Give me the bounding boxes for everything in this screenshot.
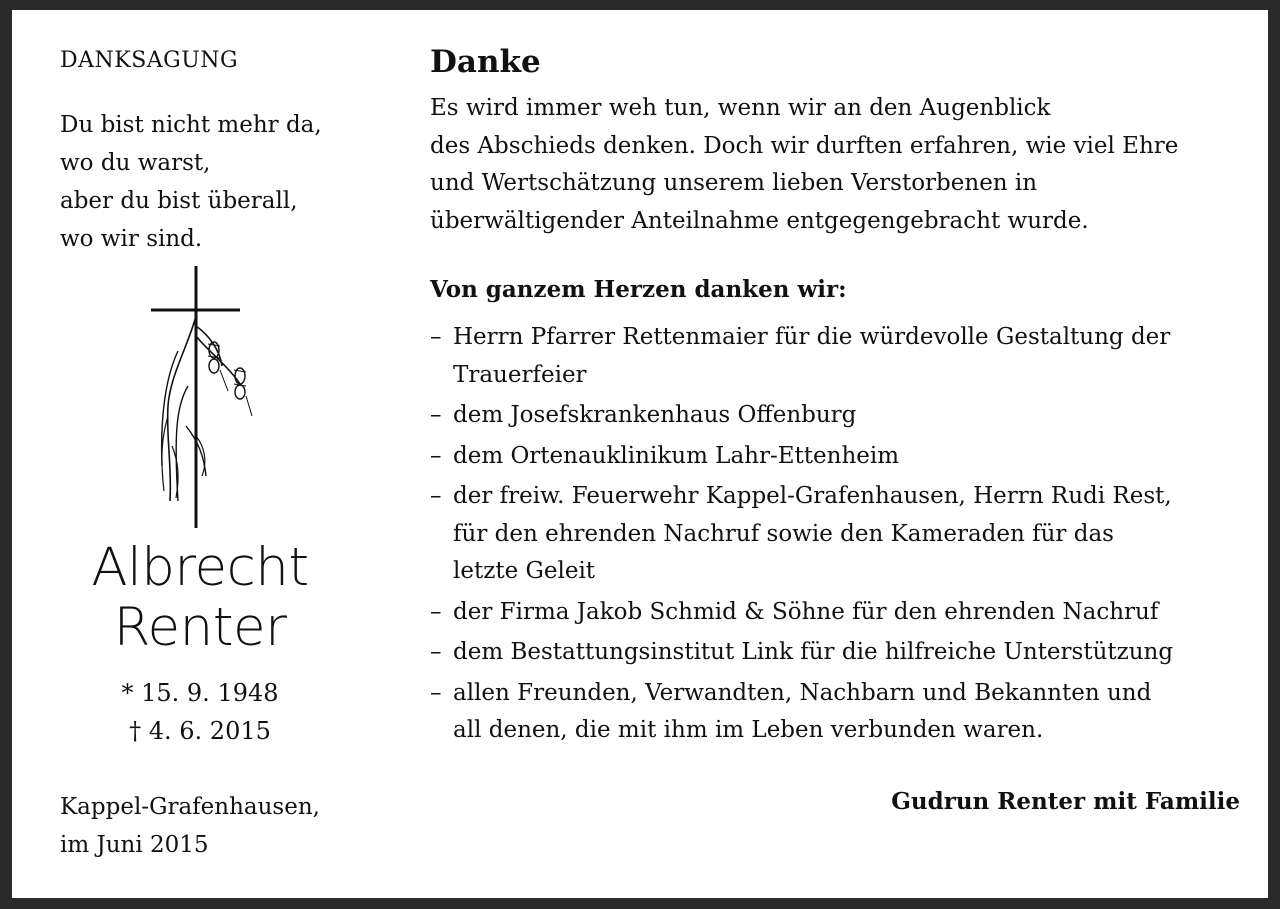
birth-date: * 15. 9. 1948 <box>121 679 279 707</box>
life-dates <box>60 674 340 750</box>
thanks-item <box>430 319 1230 394</box>
intro-paragraph <box>430 90 1178 240</box>
thanks-item <box>430 634 1230 672</box>
thanks-item <box>430 594 1230 632</box>
thanks-item-line: Trauerfeier <box>453 361 587 388</box>
thanks-item <box>430 438 1230 476</box>
cross-with-wheat-icon <box>148 266 258 528</box>
obituary-card <box>12 10 1268 898</box>
intro-line: des Abschieds denken. Doch wir durften erfahren, wie viel Ehre <box>430 132 1179 159</box>
thanks-item <box>430 478 1230 591</box>
thanks-item-line: dem Josefskrankenhaus Offenburg <box>453 402 857 428</box>
last-name: Renter <box>113 597 287 658</box>
poem-line: wo du warst, <box>60 150 211 176</box>
thanks-item-line: dem Ortenauklinikum Lahr-Ettenheim <box>453 442 900 469</box>
first-name: Albrecht <box>91 537 309 598</box>
intro-line: überwältigender Anteilnahme entgegengebracht wurde. <box>430 207 1089 234</box>
thanks-item-line: allen Freunden, Verwandten, Nachbarn und Bekannten und <box>453 679 1152 706</box>
poem-line: aber du bist überall, <box>60 188 298 214</box>
dash-bullet: – <box>430 679 442 706</box>
thanks-item-line: Herrn Pfarrer Rettenmaier für die würdevolle Gestaltung der <box>453 324 1171 350</box>
deceased-name <box>60 538 340 658</box>
thanks-heading: Danke <box>430 44 541 80</box>
intro-line: Es wird immer weh tun, wenn wir an den Augenblick <box>430 95 1051 121</box>
signature: Gudrun Renter mit Familie <box>891 788 1240 815</box>
thanks-item-line: für den ehrenden Nachruf sowie den Kameraden für das <box>453 520 1114 547</box>
death-date: † 4. 6. 2015 <box>129 717 271 745</box>
dash-bullet: – <box>430 483 442 509</box>
intro-line: und Wertschätzung unserem lieben Verstorbenen in <box>430 170 1038 196</box>
poem-line: Du bist nicht mehr da, <box>60 112 322 138</box>
dash-bullet: – <box>430 324 442 350</box>
danksagung-title: DANKSAGUNG <box>60 48 239 73</box>
date-line: im Juni 2015 <box>60 832 209 858</box>
thanks-item-line: der freiw. Feuerwehr Kappel-Grafenhausen, Herrn Rudi Rest, <box>453 483 1172 509</box>
thanks-list <box>430 319 1230 753</box>
dash-bullet: – <box>430 402 442 428</box>
poem <box>60 106 322 258</box>
dash-bullet: – <box>430 442 442 469</box>
dash-bullet: – <box>430 598 442 625</box>
thanks-item <box>430 397 1230 435</box>
place-and-date <box>60 788 320 864</box>
poem-line: wo wir sind. <box>60 226 203 252</box>
thanks-item-line: all denen, die mit ihm im Leben verbunden waren. <box>453 717 1044 743</box>
thanks-item <box>430 675 1230 750</box>
thanks-item-line: dem Bestattungsinstitut Link für die hilfreiche Unterstützung <box>453 639 1174 665</box>
dash-bullet: – <box>430 639 442 665</box>
place-line: Kappel-Grafenhausen, <box>60 794 320 820</box>
thanks-subheading: Von ganzem Herzen danken wir: <box>430 276 847 303</box>
thanks-item-line: der Firma Jakob Schmid & Söhne für den ehrenden Nachruf <box>453 598 1159 625</box>
thanks-item-line: letzte Geleit <box>453 558 596 584</box>
